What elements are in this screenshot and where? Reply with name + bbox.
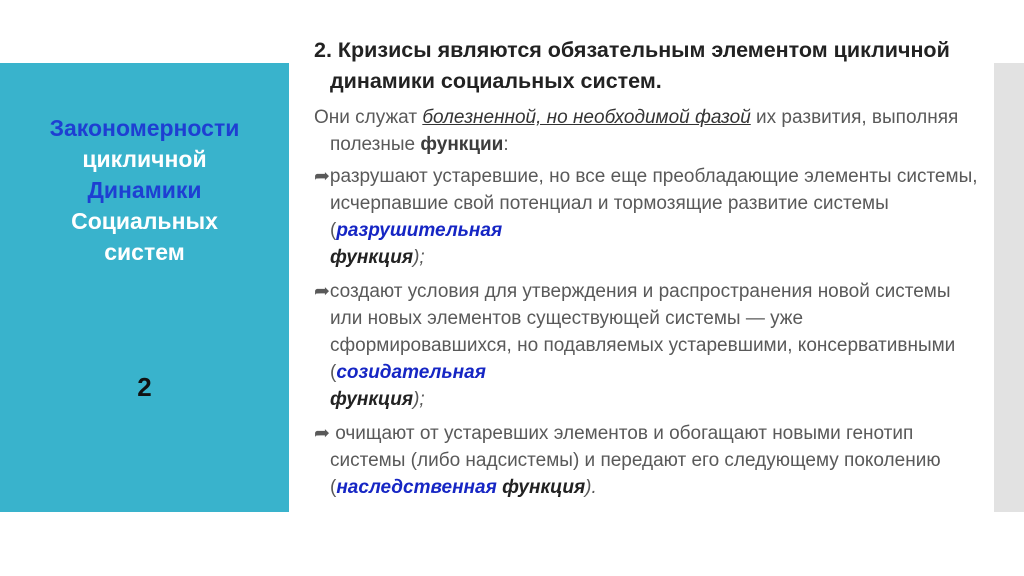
sidebar-title-line: систем bbox=[104, 239, 185, 265]
intro-text: их развития, выполняя полезные bbox=[330, 107, 959, 155]
arrow-icon: ➦ bbox=[314, 281, 330, 302]
list-item bbox=[314, 420, 982, 501]
sidebar-title-line: цикличной bbox=[82, 146, 207, 172]
list-item bbox=[314, 278, 982, 413]
function-word: функция bbox=[330, 247, 414, 268]
intro-paragraph bbox=[314, 104, 982, 158]
main-content bbox=[314, 35, 982, 508]
intro-bold: функции bbox=[420, 134, 504, 155]
bullet-end: ). bbox=[585, 477, 597, 498]
function-name: наследственная bbox=[336, 477, 497, 498]
function-word: функция bbox=[502, 477, 586, 498]
intro-underlined: болезненной, но необходимой фазой bbox=[422, 107, 751, 128]
sidebar-title-line: Динамики bbox=[87, 177, 202, 203]
intro-text: Они служат bbox=[314, 107, 423, 128]
bullet-end: ); bbox=[413, 389, 425, 410]
bullet-text: очищают от устаревших элементов и обогащают новыми генотип системы (либо надсистемы) и передают его следующему поколению ( bbox=[329, 423, 941, 498]
function-word: функция bbox=[330, 389, 414, 410]
bullet-text: разрушают устаревшие, но все еще преобладающие элементы системы, исчерпавшие свой потенциал и тормозящие развитие системы ( bbox=[329, 166, 978, 241]
arrow-icon: ➦ bbox=[314, 423, 330, 444]
slide-number: 2 bbox=[137, 372, 152, 402]
arrow-icon: ➦ bbox=[314, 166, 330, 187]
sidebar-title bbox=[0, 113, 289, 268]
sidebar-title-line: Закономерности bbox=[49, 115, 240, 141]
function-name: созидательная bbox=[336, 362, 486, 383]
bullet-end: ); bbox=[413, 247, 425, 268]
right-decorative-bar bbox=[994, 63, 1024, 512]
sidebar-title-line: Социальных bbox=[71, 208, 218, 234]
function-name: разрушительная bbox=[336, 220, 503, 241]
page-heading: 2. Кризисы являются обязательным элементом цикличной динамики социальных систем. bbox=[314, 38, 950, 93]
bullet-text: создают условия для утверждения и распространения новой системы или новых элементов существующей системы — уже сформировавшихся, но подавляемых устаревшими, консервативными ( bbox=[329, 281, 956, 383]
list-item bbox=[314, 163, 982, 271]
intro-text: : bbox=[503, 134, 509, 155]
